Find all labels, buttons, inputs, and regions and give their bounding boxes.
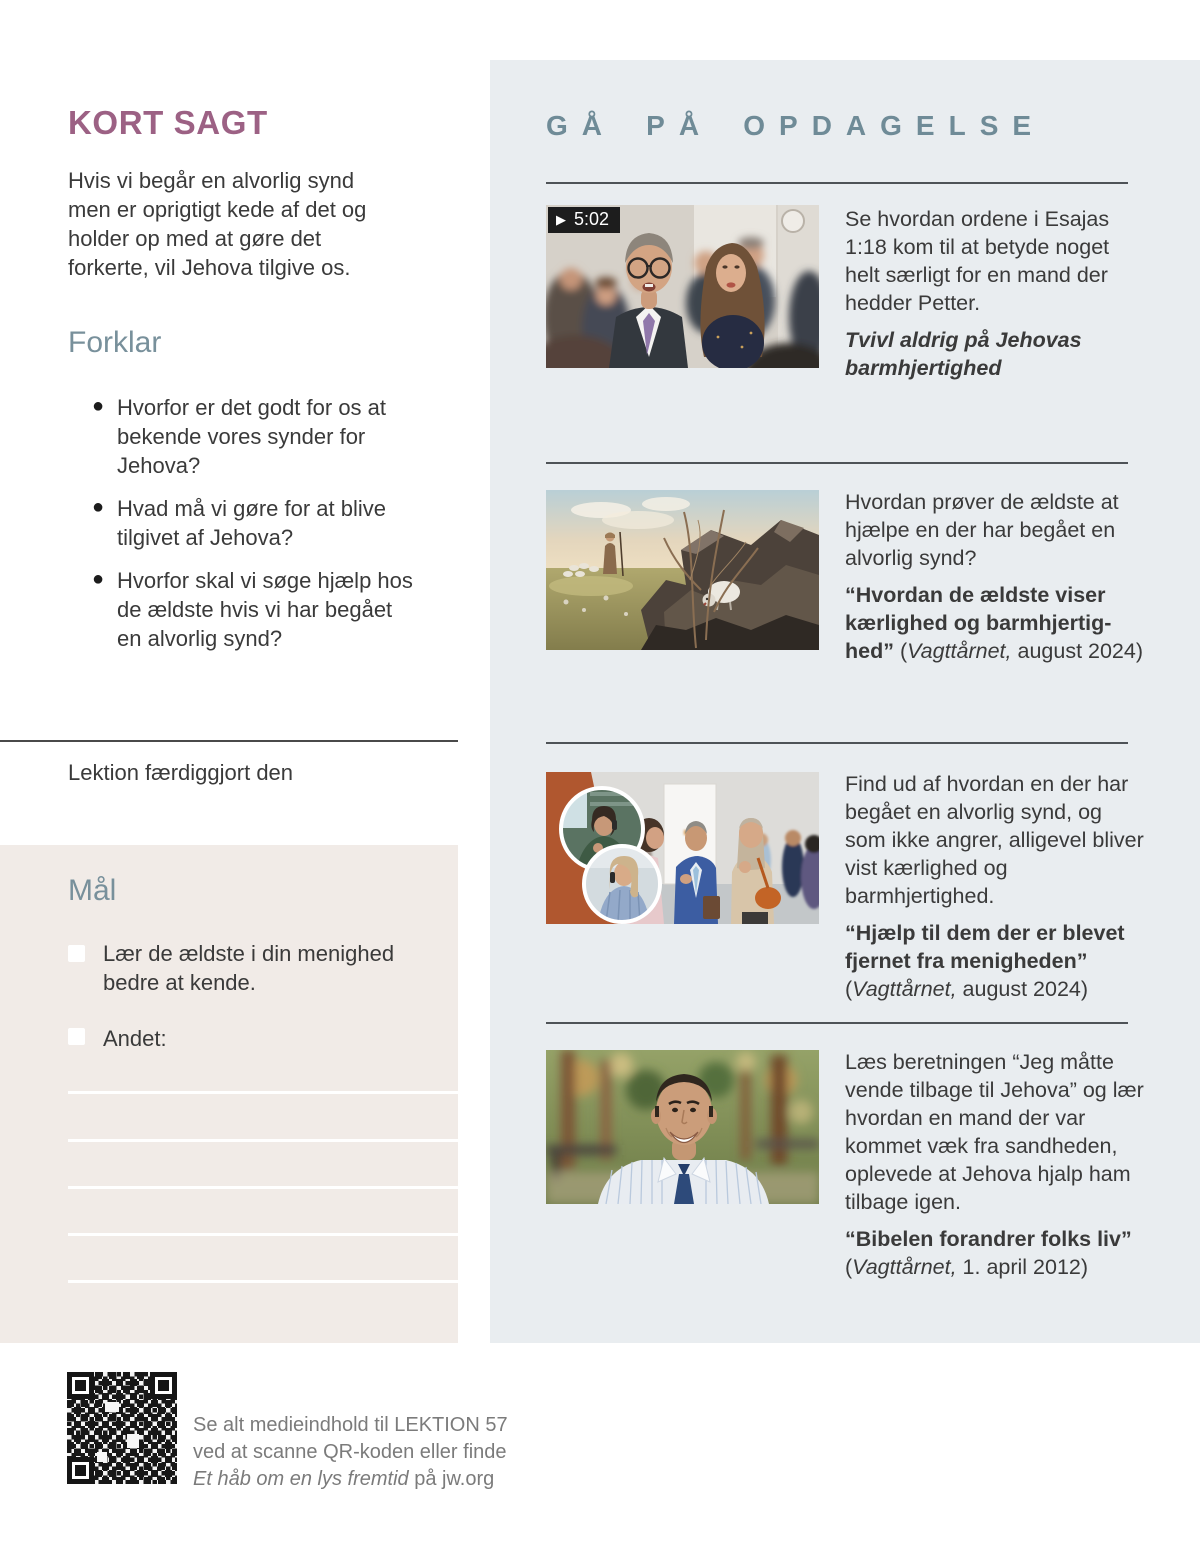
media-description: Se hvordan ordene i Esajas 1:18 kom til at betyde noget helt særligt for en mand der hedder Petter. xyxy=(845,207,1110,315)
media-title[interactable]: “Hvordan de ældste viser kærlighed og barmhjertighed” xyxy=(845,583,1112,663)
goal-label: Andet: xyxy=(103,1026,167,1051)
write-in-line[interactable] xyxy=(68,1233,458,1236)
divider xyxy=(546,182,1128,184)
write-in-line[interactable] xyxy=(68,1139,458,1142)
media-title[interactable]: “Hjælp til dem der er blevet fjernet fra menigheden” xyxy=(845,921,1125,973)
forklar-question xyxy=(90,393,416,480)
forklar-question-list xyxy=(90,393,416,667)
divider xyxy=(546,462,1128,464)
media-source: (Vagttårnet, august 2024) xyxy=(893,639,1144,663)
video-duration: 5:02 xyxy=(574,209,610,229)
goals-box xyxy=(0,845,458,1343)
goal-checkbox[interactable] xyxy=(68,945,85,962)
media-source: (Vagttårnet, august 2024) xyxy=(845,977,1089,1001)
article-thumbnail-life-story[interactable] xyxy=(546,1050,819,1204)
forklar-question xyxy=(90,494,416,552)
discover-heading: GÅ PÅ OPDAGELSE xyxy=(546,110,1046,141)
video-thumbnail-congregation[interactable] xyxy=(546,205,819,368)
qr-finder-icon xyxy=(67,1457,94,1484)
write-in-line[interactable] xyxy=(68,1091,458,1094)
question-text: Hvorfor er det godt for os at bekende vores synder for Jehova? xyxy=(117,395,387,478)
goals-heading: Mål xyxy=(68,874,117,907)
media-item-text xyxy=(845,1048,1145,1290)
welcomed-back-illustration xyxy=(546,772,819,924)
forklar-heading: Forklar xyxy=(68,326,162,359)
bullet-icon: ● xyxy=(92,395,105,417)
qr-caption xyxy=(193,1412,508,1493)
article-thumbnail-welcomed-back[interactable] xyxy=(546,772,819,924)
lost-sheep-illustration xyxy=(546,490,819,650)
divider xyxy=(0,740,458,742)
write-in-line[interactable] xyxy=(68,1186,458,1189)
play-icon: ▶ xyxy=(556,212,566,227)
qr-caption-line: Se alt medieindhold til LEKTION 57 xyxy=(193,1414,508,1436)
divider xyxy=(546,1022,1128,1024)
media-source: (Vagttårnet, 1. april 2012) xyxy=(845,1255,1089,1279)
media-description: Find ud af hvordan en der har begået en alvorlig synd, og som ikke angrer, alligevel bliver vist kærlighed og barmhjertighed. xyxy=(845,772,1144,908)
discover-panel xyxy=(490,60,1200,1343)
media-item-text xyxy=(845,205,1145,391)
divider xyxy=(546,742,1128,744)
goal-checkbox[interactable] xyxy=(68,1028,85,1045)
bullet-icon: ● xyxy=(92,496,105,518)
kort-sagt-heading: KORT SAGT xyxy=(68,104,268,141)
life-story-illustration xyxy=(546,1050,819,1204)
question-text: Hvorfor skal vi søge hjælp hos de ældste hvis vi har begået en alvorlig synd? xyxy=(117,568,413,651)
goal-label: Lær de ældste i din menighed bedre at kende. xyxy=(103,941,395,995)
qr-code xyxy=(67,1372,177,1484)
video-duration-badge xyxy=(548,207,620,233)
article-thumbnail-lost-sheep[interactable] xyxy=(546,490,819,650)
qr-caption-line: Et håb om en lys fremtid på jw.org xyxy=(193,1468,495,1490)
media-item-text xyxy=(845,488,1145,674)
media-description: Hvordan prøver de ældste at hjælpe en der har begået en alvorlig synd? xyxy=(845,490,1119,570)
write-in-line[interactable] xyxy=(68,1280,458,1283)
media-description: Læs beretningen “Jeg måtte vende tilbage til Jehova” og lær hvordan en mand der var kommet væk fra sandheden, oplevede at Jehova hjalp ham tilbage igen. xyxy=(845,1050,1144,1214)
qr-caption-line: ved at scanne QR-koden eller finde xyxy=(193,1441,507,1463)
lesson-completed-label: Lektion færdiggjort den xyxy=(68,760,294,785)
kort-sagt-paragraph: Hvis vi begår en alvorlig synd men er oprigtigt kede af det og holder op med at gøre det forkerte, vil Jehova tilgive os. xyxy=(68,168,367,280)
media-title[interactable]: “Bibelen forandrer folks liv” xyxy=(845,1227,1132,1251)
media-item-text xyxy=(845,770,1145,1012)
qr-finder-icon xyxy=(67,1372,94,1399)
forklar-question xyxy=(90,566,416,653)
question-text: Hvad må vi gøre for at blive tilgivet af Jehova? xyxy=(117,496,386,550)
bullet-icon: ● xyxy=(92,568,105,590)
qr-finder-icon xyxy=(150,1372,177,1399)
media-title[interactable]: Tvivl aldrig på Jehovas barmhjertighed xyxy=(845,328,1082,380)
